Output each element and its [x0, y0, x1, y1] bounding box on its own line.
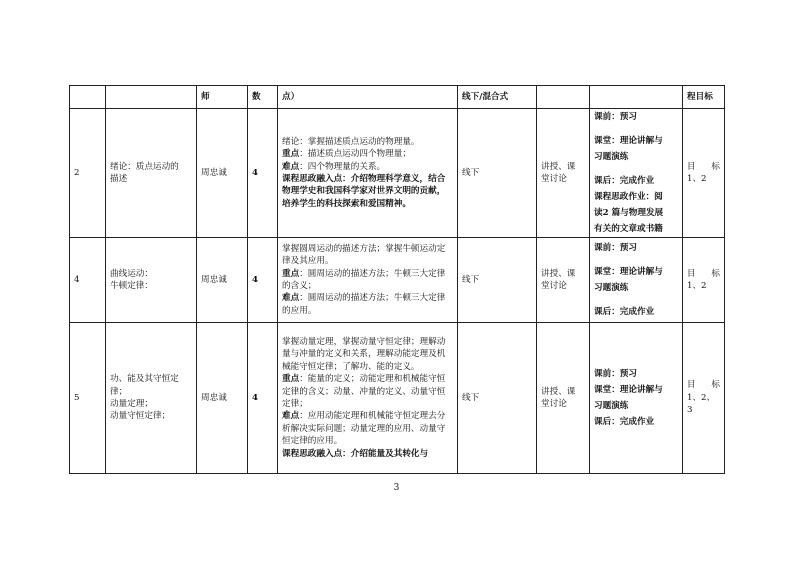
requirement-line: 课后：完成作业: [594, 176, 655, 186]
header-cell-requirements: [590, 86, 683, 109]
goal-line: 目 标: [687, 268, 720, 279]
goal-line: 1、2、: [687, 392, 716, 403]
row-goal: [683, 109, 725, 238]
row-goal: [683, 238, 725, 323]
topic-line: 动量守恒定律；: [110, 411, 171, 422]
row-number: 4: [70, 238, 106, 323]
table-header-row: [70, 86, 725, 109]
page-number: 3: [393, 483, 400, 493]
method-line: 讲授、课: [541, 161, 576, 172]
row-topic: [106, 238, 197, 323]
topic-line: 动量定理；: [110, 399, 153, 409]
goal-line: 目 标: [687, 161, 720, 172]
row-requirements: [590, 323, 683, 474]
goal-line: 3: [687, 405, 693, 416]
row-hours: 4: [248, 323, 278, 474]
row-mode: 线下: [458, 109, 537, 238]
row-number: 2: [70, 109, 106, 238]
method-line: 堂讨论: [541, 399, 567, 409]
syllabus-table: [69, 85, 725, 474]
method-line: 讲授、课: [541, 386, 576, 397]
row-method: [537, 238, 590, 323]
content-line: 重点：能量的定义；动能定理和机械能守恒定律的含义；动量、冲量的定义、动量守恒定律；: [282, 374, 446, 409]
requirement-line: 课前：预习: [594, 243, 637, 253]
row-goal: [683, 323, 725, 474]
row-mode: 线下: [458, 238, 537, 323]
topic-line: 牛顿定律：: [110, 281, 153, 291]
row-hours: 4: [248, 109, 278, 238]
requirement-line: 课堂：理论讲解与: [594, 267, 663, 277]
row-number: 5: [70, 323, 106, 474]
table-row: [70, 238, 725, 323]
header-cell-method: [537, 86, 590, 109]
header-cell-hours: 数: [248, 86, 278, 109]
topic-line: 绪论：质点运动的: [110, 161, 179, 172]
row-method: [537, 109, 590, 238]
table-row: [70, 109, 725, 238]
row-mode: 线下: [458, 323, 537, 474]
requirement-line: 课程思政作业：阅: [594, 192, 663, 202]
header-cell-topic: [106, 86, 197, 109]
requirement-line: 课堂：理论讲解与: [594, 385, 663, 395]
content-line: 重点：圆周运动的描述方法；牛顿三大定律的含义；: [282, 268, 446, 291]
requirement-line: 有关的文章或书籍: [594, 224, 663, 234]
ideology-point: 课程思政融入点：介绍能量及其转化与: [282, 448, 429, 459]
row-teacher: 周忠诚: [197, 238, 248, 323]
row-method: [537, 323, 590, 474]
row-requirements: [590, 109, 683, 238]
header-cell-num: [70, 86, 106, 109]
content-line: 掌握圆周运动的描述方法；掌握牛顿运动定律及其应用。: [282, 243, 446, 267]
topic-line: 曲线运动：: [110, 268, 153, 279]
requirement-line: 课后：完成作业: [594, 417, 655, 427]
goal-line: 1、2: [687, 174, 707, 184]
header-cell-teacher: 师: [197, 86, 248, 109]
requirement-line: 习题演练: [594, 152, 629, 162]
content-line: 难点：应用动能定理和机械能守恒定理去分析解决实际问题；动量定理的应用、动量守恒定律的应用。: [282, 411, 446, 447]
requirement-line: 课后：完成作业: [594, 307, 655, 317]
row-topic: [106, 323, 197, 474]
row-hours: 4: [248, 238, 278, 323]
content-line: 难点：四个物理量的关系。: [282, 161, 386, 172]
row-teacher: 周忠诚: [197, 109, 248, 238]
requirement-line: 读2 篇与物理发展: [594, 208, 664, 218]
requirement-line: 习题演练: [594, 401, 629, 411]
requirement-line: 课堂：理论讲解与: [594, 136, 663, 146]
content-line: 重点：描述质点运动四个物理量；: [282, 149, 411, 160]
goal-line: 目 标: [687, 380, 720, 391]
requirement-line: 习题演练: [594, 283, 629, 293]
method-line: 堂讨论: [541, 281, 567, 291]
ideology-point: 课程思政融入点：介绍物理科学意义，结合物理学史和我国科学家对世界文明的贡献，培养学生的科技探索和爱国精神。: [282, 174, 446, 209]
header-cell-mode: 线下/混合式: [458, 86, 537, 109]
goal-line: 1、2: [687, 281, 707, 291]
row-teacher: 周忠诚: [197, 323, 248, 474]
content-line: 绪论：掌握描述质点运动的物理量。: [282, 136, 420, 147]
topic-line: 描述: [110, 174, 128, 184]
method-line: 讲授、课: [541, 268, 576, 279]
row-content: [278, 109, 458, 238]
row-requirements: [590, 238, 683, 323]
requirement-line: 课前：预习: [594, 112, 637, 122]
content-line: 掌握动量定理，掌握动量守恒定律；理解动量与冲量的定义和关系，理解动能定理及机械能守恒定律；了解功、能的定义。: [282, 336, 446, 372]
header-cell-content: 点）: [278, 86, 458, 109]
topic-line: 功、能及其守恒定: [110, 374, 179, 385]
topic-line: 律；: [110, 386, 128, 397]
row-topic: [106, 109, 197, 238]
content-line: 难点：圆周运动的描述方法；牛顿三大定律的应用。: [282, 293, 446, 316]
method-line: 堂讨论: [541, 174, 567, 184]
table-row: [70, 323, 725, 474]
row-content: [278, 238, 458, 323]
requirement-line: 课前：预习: [594, 369, 637, 379]
header-cell-goal: 程目标: [683, 86, 725, 109]
row-content: [278, 323, 458, 474]
